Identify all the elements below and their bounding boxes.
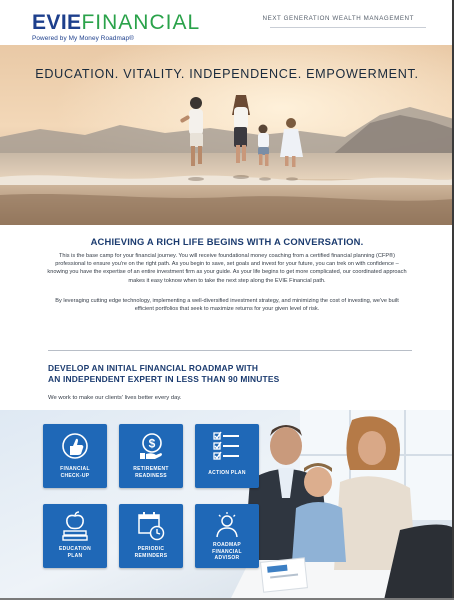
- section-divider: [48, 350, 412, 351]
- tile-label: RETIREMENT READINESS: [133, 466, 169, 479]
- tile-label: ROADMAP FINANCIAL ADVISOR: [212, 542, 242, 562]
- thumbs-up-icon: [61, 431, 89, 461]
- conversation-title: ACHIEVING A RICH LIFE BEGINS WITH A CONVERSATION.: [90, 236, 364, 247]
- conversation-paragraph-1: This is the base camp for your financial journey. You will receive foundational money coaching from a certified financial planning (CFP®) professional to ensure you're on the right path. As you begin to save, set goals and invest for your future, you can trek on with confidence – knowing you have the expertise of an entire investment firm as your guide. As your life begins to get more complicated, our coordinated approach makes it easy toknow when to take the next step along the EVIE Financial path.: [47, 253, 407, 284]
- hero-family-beach-photo: [0, 45, 454, 225]
- header-tagline: NEXT GENERATION WEALTH MANAGEMENT: [262, 15, 414, 22]
- roadmap-title-line-2: AN INDEPENDENT EXPERT IN LESS THAN 90 MINUTES: [48, 374, 280, 384]
- tile-education-plan: [43, 504, 107, 568]
- evie-financial-logo: [32, 12, 200, 42]
- tile-periodic-reminders: [119, 504, 183, 568]
- roadmap-subtitle: We work to make our clients' lives better every day.: [48, 395, 182, 401]
- roadmap-title-line-1: DEVELOP AN INITIAL FINANCIAL ROADMAP WITH: [48, 363, 259, 373]
- calendar-clock-icon: [137, 511, 165, 541]
- advisor-person-icon: [213, 511, 241, 539]
- tile-label: FINANCIAL CHECK-UP: [60, 466, 90, 479]
- tile-action-plan: [195, 424, 259, 488]
- header-rule: [270, 27, 426, 28]
- dollar-hand-icon: [137, 431, 165, 461]
- tile-retirement-readiness: [119, 424, 183, 488]
- hero-headline: EDUCATION. VITALITY. INDEPENDENCE. EMPOWERMENT.: [35, 67, 419, 81]
- checklist-icon: [213, 431, 241, 463]
- tile-label: ACTION PLAN: [208, 470, 246, 476]
- logo-tagline: Powered by My Money Roadmap®: [32, 35, 134, 42]
- logo-wordmark: [32, 12, 200, 34]
- roadmap-title: [48, 363, 279, 385]
- tile-label: PERIODIC REMINDERS: [134, 546, 168, 559]
- apple-books-icon: [61, 511, 89, 541]
- conversation-paragraph-2: By leveraging cutting edge technology, implementing a well-diversified investment strategy, and minimizing the cost of investing, we've built efficient portfolios that seek to maximize returns for your given level of risk.: [55, 298, 399, 313]
- svg-text:$: $: [148, 436, 156, 451]
- tile-financial-check-up: [43, 424, 107, 488]
- logo-evie: EVIE: [32, 11, 82, 34]
- tile-label: EDUCATION PLAN: [58, 546, 92, 559]
- tile-roadmap-financial-advisor: [195, 504, 259, 568]
- logo-financial: FINANCIAL: [81, 11, 201, 34]
- services-panel: [0, 410, 454, 600]
